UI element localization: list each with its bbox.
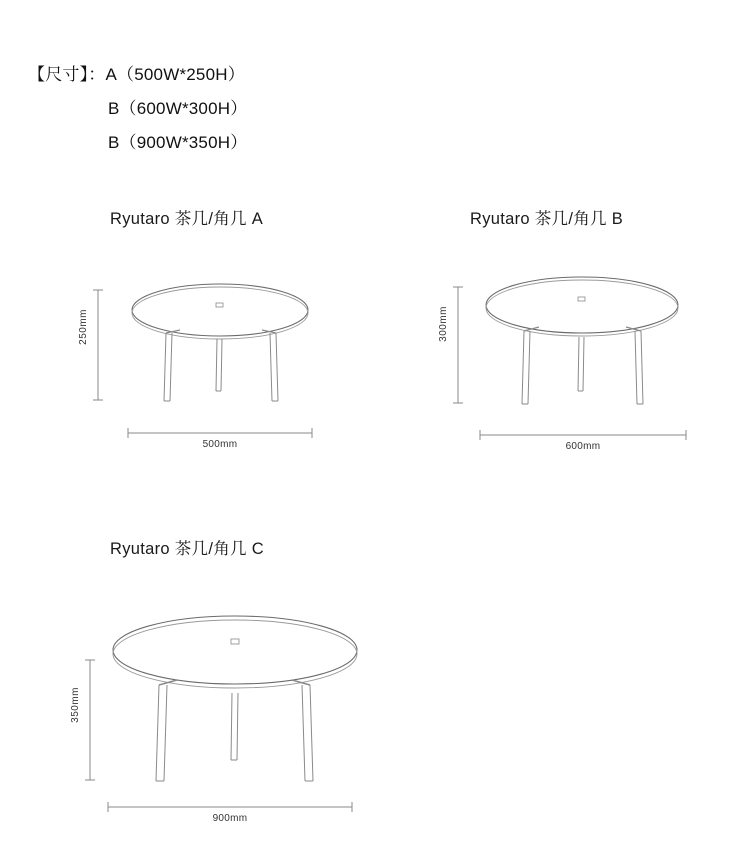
height-label-a: 250mm: [78, 309, 89, 345]
table-illustration-b: [440, 205, 710, 470]
table-legs-b: [522, 331, 643, 404]
dimensions-spec: [28, 58, 247, 160]
width-label-a: 500mm: [202, 439, 238, 450]
width-dimension-b: [480, 430, 686, 440]
height-label-b: 300mm: [438, 306, 449, 342]
height-dimension-b: [453, 287, 463, 403]
width-dimension-a: [128, 428, 312, 438]
product-figure-c: [70, 535, 380, 835]
spec-line-a: 【尺寸】：A（500W*250H）: [28, 65, 245, 84]
height-dimension-a: [93, 290, 103, 400]
table-drawing-a: [80, 205, 340, 465]
table-illustration-c: [80, 535, 380, 835]
product-figure-b: [440, 205, 710, 470]
height-label-c: 350mm: [70, 687, 81, 723]
table-drawing-b: [440, 205, 710, 470]
product-title-a: Ryutaro 茶几/角几 A: [110, 210, 264, 228]
product-title-c: Ryutaro 茶几/角几 C: [110, 540, 264, 558]
product-title-b: Ryutaro 茶几/角几 B: [470, 210, 624, 228]
table-legs-c: [156, 685, 313, 781]
table-drawing-c: [70, 535, 380, 835]
table-illustration-a: [80, 205, 340, 465]
width-label-b: 600mm: [565, 441, 601, 452]
height-dimension-c: [85, 660, 95, 780]
width-label-c: 900mm: [212, 813, 248, 824]
width-dimension-c: [108, 802, 352, 812]
spec-line-b: B（600W*300H）: [108, 99, 248, 118]
table-legs-a: [164, 333, 278, 401]
product-figure-a: [80, 205, 340, 465]
spec-line-c: B（900W*350H）: [108, 133, 248, 152]
